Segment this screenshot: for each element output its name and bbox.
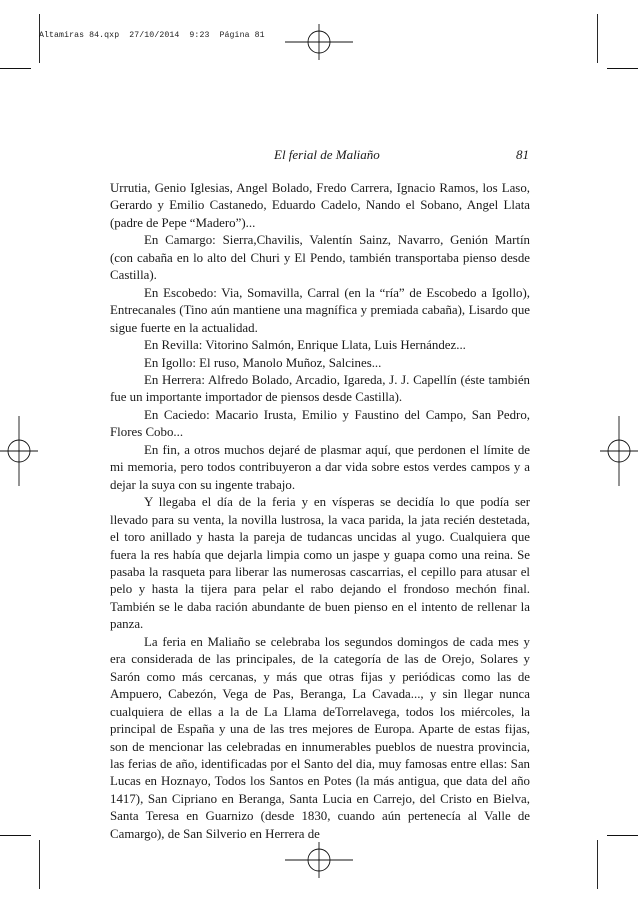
- paragraph: La feria en Maliaño se celebraba los segundos domingos de cada mes y era considerada de las principales, de la categoría de las de Orejo, Solares y Sarón como más cercanas, y más que otras fijas y periódicas como las de Ampuero, Cabezón, Vega de Pas, Beranga, La Cavada..., y sin llegar nunca cualquiera de ellas a la de La Llama deTorrelavega, todos los miércoles, la principal de España y una de las tres mejores de Europa. Aparte de estas fijas, son de mencionar las celebradas en innumerables pueblos de nuestra provincia, las ferias de año, identificadas por el Santo del dia, muy famosas entre ellas: San Lucas en Hoznayo, Todos los Santos en Potes (la más antigua, que data del año 1417), San Cipriano en Beranga, Santa Lucia en Carrejo, del Cristo en Bielva, Santa Teresa en Guarnizo (desde 1830, cuando aún pertenecía al Valle de Camargo), de San Silverio en Herrera de: [110, 634, 530, 841]
- paragraph: En Camargo: Sierra,Chavilis, Valentín Sainz, Navarro, Genión Martín (con cabaña en lo alto del Churi y El Pendo, también transportaba pienso desde Castilla).: [110, 233, 530, 283]
- page-number: 81: [516, 147, 529, 162]
- registration-mark-bottom: [285, 842, 353, 878]
- running-head-title: El ferial de Maliaño: [274, 147, 380, 162]
- slug-page-label: Página 81: [219, 31, 265, 40]
- slug-date: 27/10/2014: [129, 31, 180, 40]
- slug-file: Altamiras 84.qxp: [39, 31, 120, 40]
- paragraph: En Herrera: Alfredo Bolado, Arcadio, Igareda, J. J. Capellín (éste también fue un importante importador de piensos desde Castilla).: [110, 372, 530, 405]
- running-head: [110, 147, 530, 163]
- paragraph: En Caciedo: Macario Irusta, Emilio y Faustino del Campo, San Pedro, Flores Cobo...: [110, 407, 530, 440]
- registration-mark-left: [0, 416, 38, 486]
- body-text: [110, 180, 530, 843]
- paragraph: En Escobedo: Via, Somavilla, Carral (en la “ría” de Escobedo a Igollo), Entrecanales (Tino aún mantiene una magnífica y premiada cabaña), Lisardo que sigue fuerte en la actualidad.: [110, 285, 530, 335]
- registration-mark-top: [285, 24, 353, 60]
- slug-time: 9:23: [189, 31, 210, 40]
- paragraph: En fin, a otros muchos dejaré de plasmar aquí, que perdonen el límite de mi memoria, pero todos contribuyeron a dar vida sobre estos verdes campos y a dejar la suya con su ingente trabajo.: [110, 442, 530, 492]
- paragraph: Y llegaba el día de la feria y en vísperas se decidía lo que podía ser llevado para su venta, la novilla lustrosa, la vaca parida, la jata recién destetada, el toro anillado y hasta la pareja de tudancas uncidas al yugo. Cualquiera que fuera la res había que dejarla limpia como un jaspe y guapa como una reina. Se pasaba la rasqueta para liberar las numerosas cascarrias, el cepillo para atusar el pelo y hasta la tijera para pelar el rabo dejando el frondoso mechón final. También se le daba ración abundante de buen pienso en el intento de rellenar la panza.: [110, 495, 530, 632]
- paragraph: En Revilla: Vitorino Salmón, Enrique Llata, Luis Hernández...: [144, 338, 466, 353]
- paragraph: Urrutia, Genio Iglesias, Angel Bolado, Fredo Carrera, Ignacio Ramos, los Laso, Gerardo y Emilio Castanedo, Eduardo Cadelo, Nando el Sobano, Angel Llata (padre de Pepe “Madero”)...: [110, 181, 530, 230]
- paragraph: En Igollo: El ruso, Manolo Muñoz, Salcines...: [144, 355, 382, 370]
- registration-mark-right: [600, 416, 638, 486]
